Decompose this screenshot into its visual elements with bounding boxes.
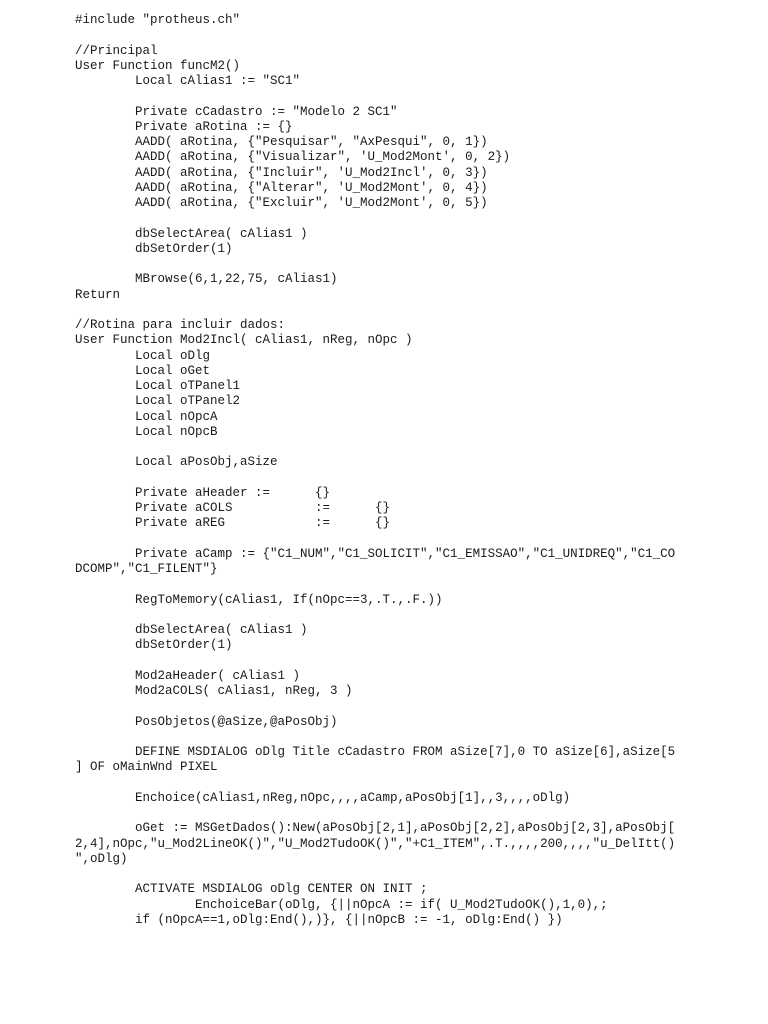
code-line: Local aPosObj,aSize bbox=[75, 455, 278, 470]
code-listing bbox=[75, 13, 675, 928]
code-line: Local nOpcB bbox=[75, 424, 218, 439]
code-line: Local oDlg bbox=[75, 348, 211, 363]
code-line bbox=[75, 89, 675, 104]
code-line: Local oTPanel2 bbox=[75, 394, 241, 409]
code-line: Private cCadastro := "Modelo 2 SC1" bbox=[75, 104, 398, 119]
code-line bbox=[75, 730, 675, 745]
code-line: AADD( aRotina, {"Incluir", 'U_Mod2Incl', 0, 3}) bbox=[75, 165, 488, 180]
code-line: AADD( aRotina, {"Excluir", 'U_Mod2Mont', 0, 5}) bbox=[75, 196, 488, 210]
code-line bbox=[75, 577, 675, 592]
code-line bbox=[75, 303, 675, 318]
code-line: ACTIVATE MSDIALOG oDlg CENTER ON INIT ; bbox=[75, 882, 428, 897]
code-line bbox=[75, 532, 675, 547]
code-line: MBrowse(6,1,22,75, cAlias1) bbox=[75, 272, 338, 287]
code-line: Local oGet bbox=[75, 363, 211, 378]
code-line: Mod2aCOLS( cAlias1, nReg, 3 ) bbox=[75, 684, 353, 698]
code-line bbox=[75, 806, 675, 821]
code-line: Private aRotina := {} bbox=[75, 119, 293, 134]
code-line bbox=[75, 211, 675, 226]
code-line: Return bbox=[75, 287, 121, 302]
code-line: 2,4],nOpc,"u_Mod2LineOK()","U_Mod2TudoOK()","+C1_ITEM",.T.,,,,200,,,,"u_DelItt() bbox=[75, 836, 676, 851]
code-line: //Rotina para incluir dados: bbox=[75, 318, 286, 332]
code-line: DEFINE MSDIALOG oDlg Title cCadastro FROM aSize[7],0 TO aSize[6],aSize[5 bbox=[75, 745, 676, 759]
code-line bbox=[75, 471, 675, 486]
code-line bbox=[75, 867, 675, 882]
code-line: Enchoice(cAlias1,nReg,nOpc,,,,aCamp,aPosObj[1],,3,,,,oDlg) bbox=[75, 790, 571, 805]
code-line: dbSelectArea( cAlias1 ) bbox=[75, 226, 308, 241]
code-line: AADD( aRotina, {"Visualizar", 'U_Mod2Mont', 0, 2}) bbox=[75, 150, 511, 165]
code-line: Local nOpcA bbox=[75, 409, 218, 424]
code-line bbox=[75, 28, 675, 43]
code-line: dbSetOrder(1) bbox=[75, 638, 233, 653]
code-line: Private aCOLS := {} bbox=[75, 501, 391, 515]
code-line: dbSelectArea( cAlias1 ) bbox=[75, 623, 308, 637]
code-line: Private aREG := {} bbox=[75, 516, 391, 531]
code-line: Mod2aHeader( cAlias1 ) bbox=[75, 668, 301, 683]
code-line bbox=[75, 440, 675, 455]
code-line bbox=[75, 776, 675, 791]
code-line: Local cAlias1 := "SC1" bbox=[75, 74, 301, 88]
code-line: ",oDlg) bbox=[75, 851, 128, 866]
code-line: Local oTPanel1 bbox=[75, 379, 241, 393]
code-line: DCOMP","C1_FILENT"} bbox=[75, 562, 218, 576]
code-line: User Function Mod2Incl( cAlias1, nReg, nOpc ) bbox=[75, 333, 413, 348]
code-line bbox=[75, 608, 675, 623]
code-line: Private aHeader := {} bbox=[75, 485, 331, 500]
code-line: dbSetOrder(1) bbox=[75, 241, 233, 256]
code-line bbox=[75, 654, 675, 669]
code-line: PosObjetos(@aSize,@aPosObj) bbox=[75, 714, 338, 729]
code-line: User Function funcM2() bbox=[75, 58, 241, 73]
code-line bbox=[75, 699, 675, 714]
code-line: ] OF oMainWnd PIXEL bbox=[75, 760, 218, 775]
code-line: #include "protheus.ch" bbox=[75, 13, 241, 27]
code-line: //Principal bbox=[75, 43, 158, 58]
code-line: oGet := MSGetDados():New(aPosObj[2,1],aPosObj[2,2],aPosObj[2,3],aPosObj[ bbox=[75, 821, 676, 836]
code-line: if (nOpcA==1,oDlg:End(),)}, {||nOpcB := -1, oDlg:End() }) bbox=[75, 912, 563, 927]
code-line: RegToMemory(cAlias1, If(nOpc==3,.T.,.F.)) bbox=[75, 592, 443, 607]
code-line: AADD( aRotina, {"Alterar", 'U_Mod2Mont', 0, 4}) bbox=[75, 180, 488, 195]
code-line bbox=[75, 257, 675, 272]
code-line: EnchoiceBar(oDlg, {||nOpcA := if( U_Mod2TudoOK(),1,0),; bbox=[75, 897, 608, 912]
code-line: AADD( aRotina, {"Pesquisar", "AxPesqui", 0, 1}) bbox=[75, 135, 488, 149]
code-line: Private aCamp := {"C1_NUM","C1_SOLICIT","C1_EMISSAO","C1_UNIDREQ","C1_CO bbox=[75, 546, 676, 561]
